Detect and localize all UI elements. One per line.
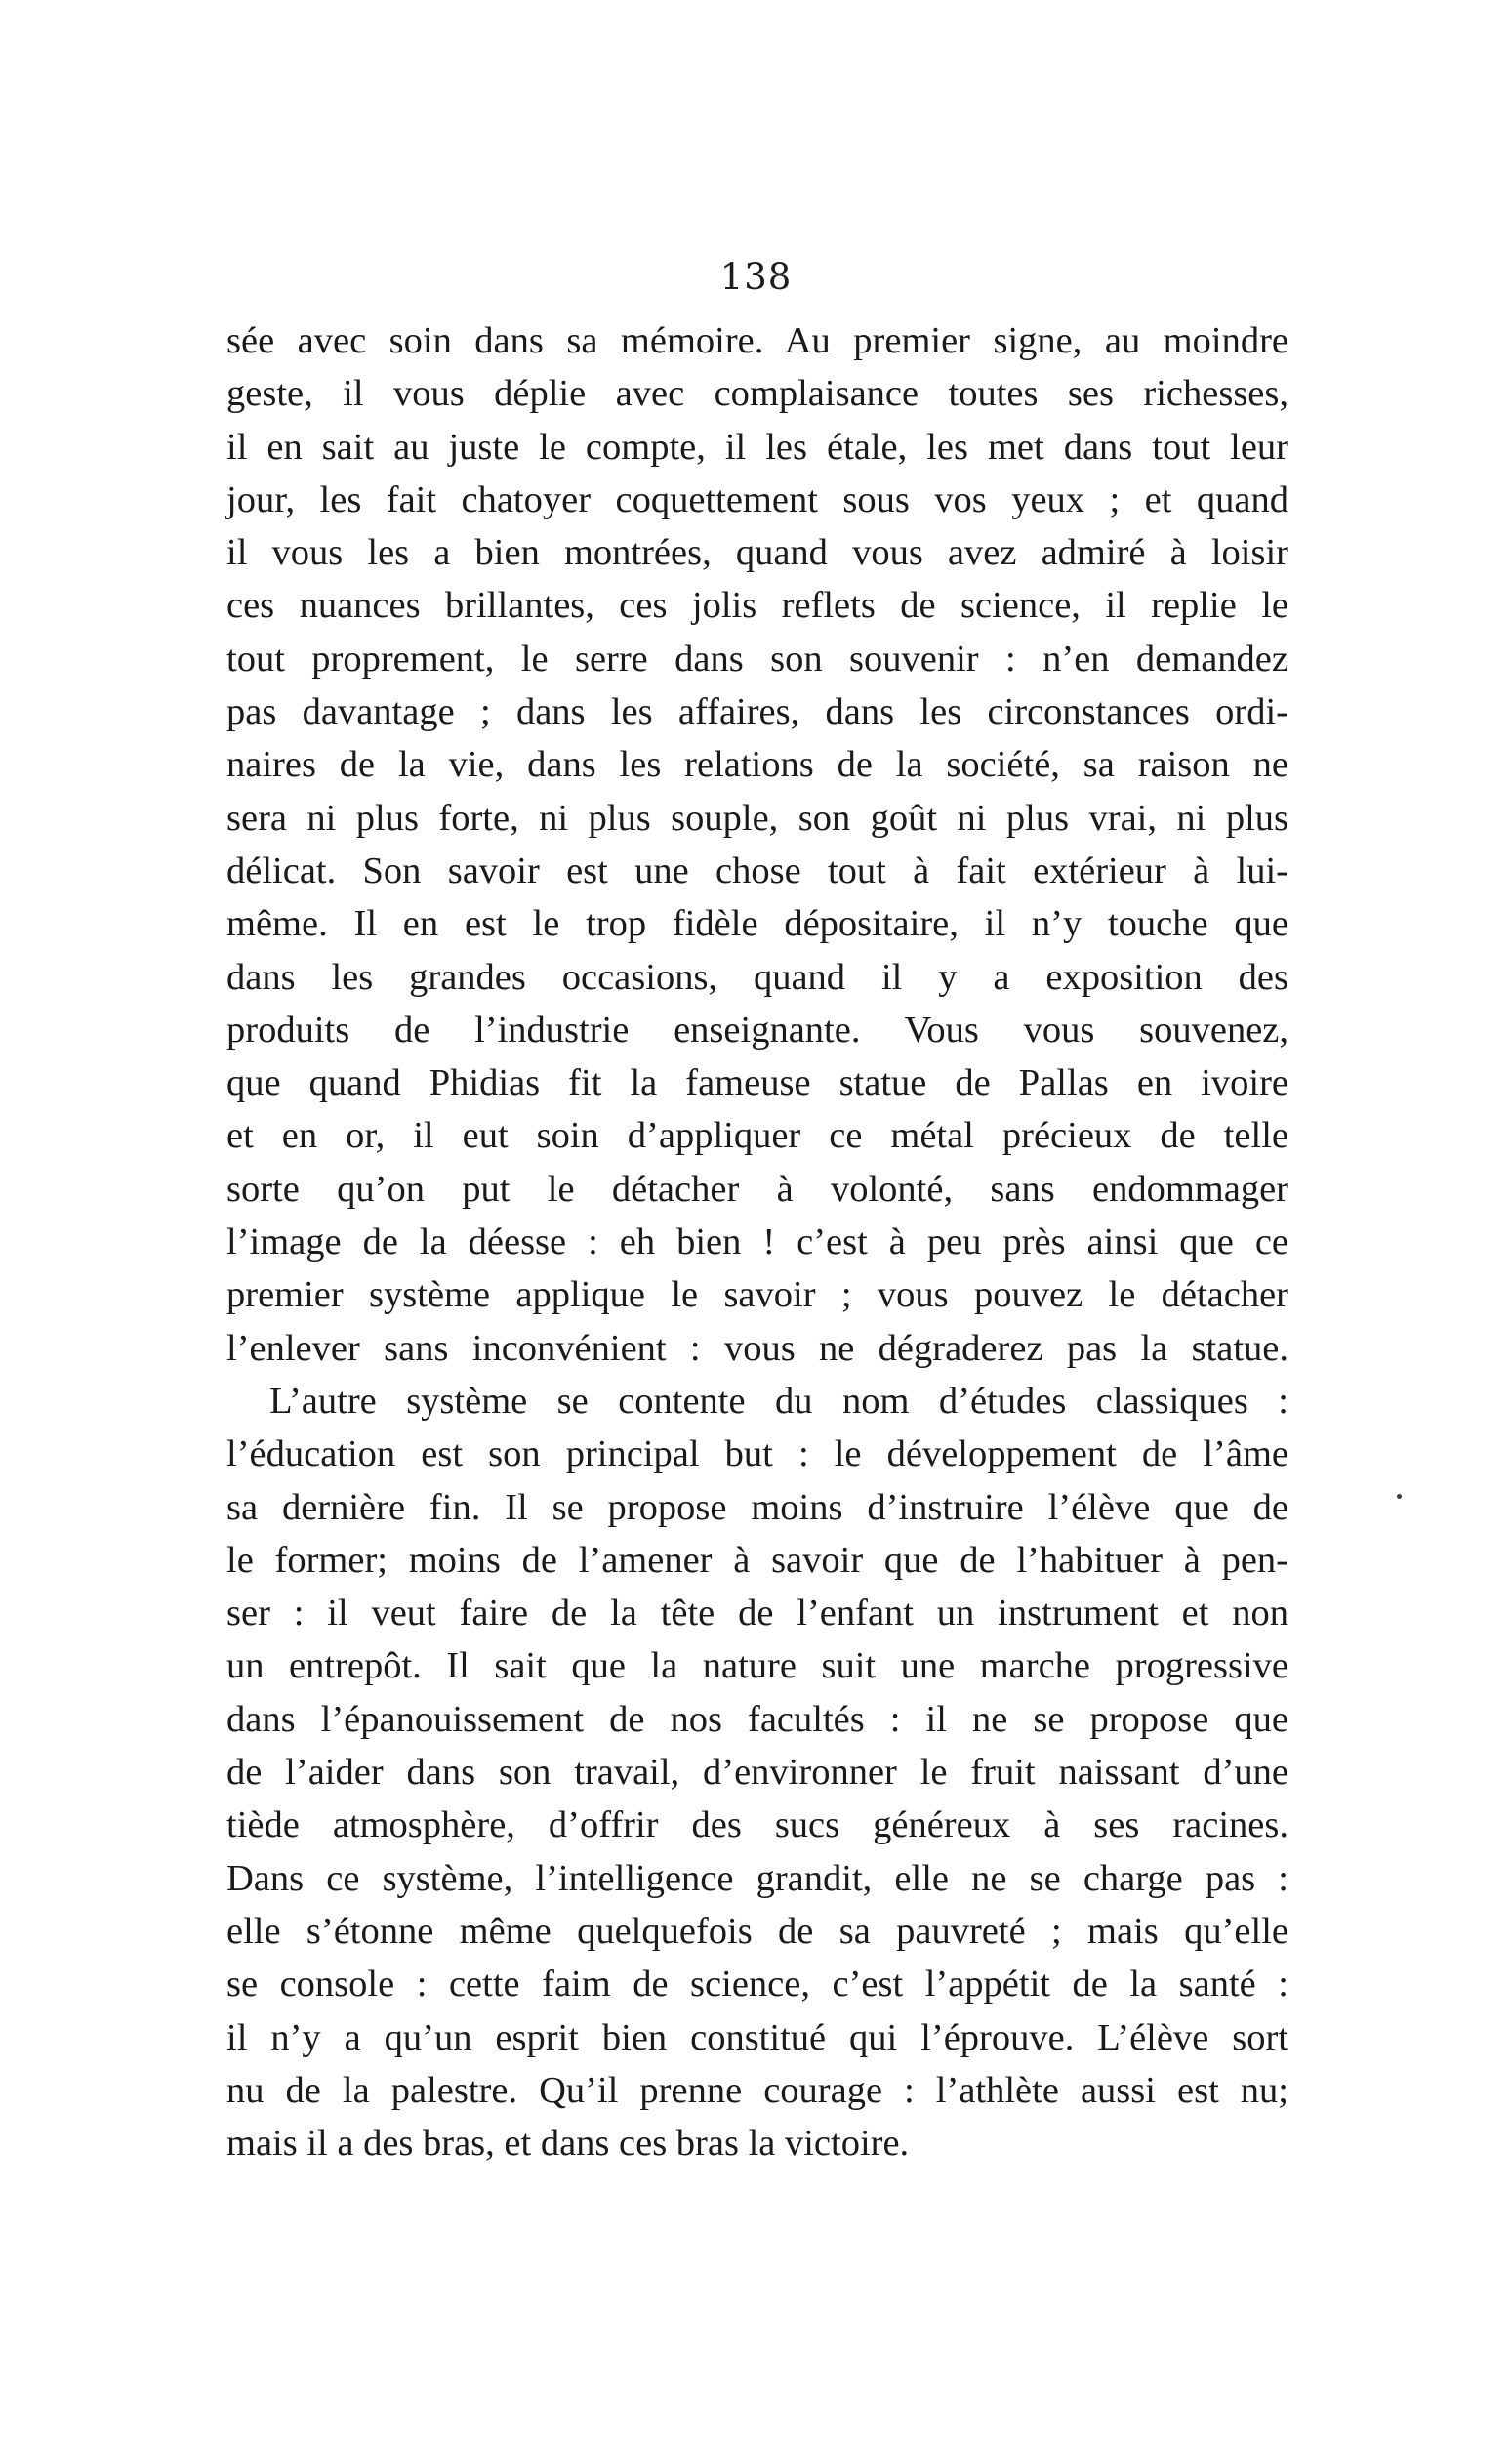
text-line: elle s’étonne même quelquefois de sa pauvreté ; mais qu’elle <box>226 1910 1288 1952</box>
text-line: L’autre système se contente du nom d’études classiques : <box>269 1380 1288 1422</box>
text-line: même. Il en est le trop fidèle dépositaire, il n’y touche que <box>226 903 1288 945</box>
text-line: produits de l’industrie enseignante. Vous vous souvenez, <box>226 1009 1288 1051</box>
text-line: sorte qu’on put le détacher à volonté, sans endommager <box>226 1168 1288 1210</box>
text-line: de l’aider dans son travail, d’environner le fruit naissant d’une <box>226 1752 1288 1794</box>
text-line: délicat. Son savoir est une chose tout à fait extérieur à lui- <box>226 849 1288 891</box>
text-line: tiède atmosphère, d’offrir des sucs généreux à ses racines. <box>226 1804 1288 1846</box>
paragraph <box>226 1375 1288 2170</box>
text-line: que quand Phidias fit la fameuse statue de Pallas en ivoire <box>226 1062 1288 1104</box>
text-line: tout proprement, le serre dans son souvenir : n’en demandez <box>226 638 1288 680</box>
text-line: le former; moins de l’amener à savoir que de l’habituer à pen- <box>226 1539 1288 1581</box>
text-line: nu de la palestre. Qu’il prenne courage : l’athlète aussi est nu; <box>226 2069 1288 2111</box>
text-line: geste, il vous déplie avec complaisance toutes ses richesses, <box>226 373 1288 415</box>
text-line: l’image de la déesse : eh bien ! c’est à peu près ainsi que ce <box>226 1222 1288 1263</box>
text-line: sée avec soin dans sa mémoire. Au premier signe, au moindre <box>226 320 1288 361</box>
text-line: premier système applique le savoir ; vous pouvez le détacher <box>226 1274 1288 1316</box>
text-line: pas davantage ; dans les affaires, dans les circonstances ordi- <box>226 691 1288 733</box>
text-line: et en or, il eut soin d’appliquer ce métal précieux de telle <box>226 1115 1288 1157</box>
text-line: naires de la vie, dans les relations de la société, sa raison ne <box>226 744 1288 786</box>
text-line: dans les grandes occasions, quand il y a exposition des <box>226 956 1288 998</box>
text-line: jour, les fait chatoyer coquettement sous vos yeux ; et quand <box>226 478 1288 520</box>
text-line: ces nuances brillantes, ces jolis reflets de science, il replie le <box>226 585 1288 627</box>
text-line: un entrepôt. Il sait que la nature suit une marche progressive <box>226 1645 1288 1687</box>
text-line: ser : il veut faire de la tête de l’enfant un instrument et non <box>226 1593 1288 1635</box>
text-line: sera ni plus forte, ni plus souple, son goût ni plus vrai, ni plus <box>226 797 1288 839</box>
text-line: l’éducation est son principal but : le développement de l’âme <box>226 1433 1288 1475</box>
text-line: il vous les a bien montrées, quand vous avez admiré à loisir <box>226 532 1288 574</box>
text-line: se console : cette faim de science, c’est l’appétit de la santé : <box>226 1964 1288 2006</box>
text-line: il en sait au juste le compte, il les étale, les met dans tout leur <box>226 426 1288 468</box>
text-line: l’enlever sans inconvénient : vous ne dégraderez pas la statue. <box>226 1327 1288 1369</box>
text-line: sa dernière fin. Il se propose moins d’instruire l’élève que de <box>226 1486 1288 1528</box>
body-text <box>226 314 1288 2170</box>
ink-speck <box>1397 1494 1402 1499</box>
paragraph <box>226 314 1288 1375</box>
text-line: il n’y a qu’un esprit bien constitué qui l’éprouve. L’élève sort <box>226 2016 1288 2058</box>
text-line: dans l’épanouissement de nos facultés : il ne se propose que <box>226 1698 1288 1740</box>
text-line: mais il a des bras, et dans ces bras la victoire. <box>226 2123 910 2165</box>
text-line: Dans ce système, l’intelligence grandit, elle ne se charge pas : <box>226 1857 1288 1899</box>
page-number: 138 <box>719 256 793 298</box>
